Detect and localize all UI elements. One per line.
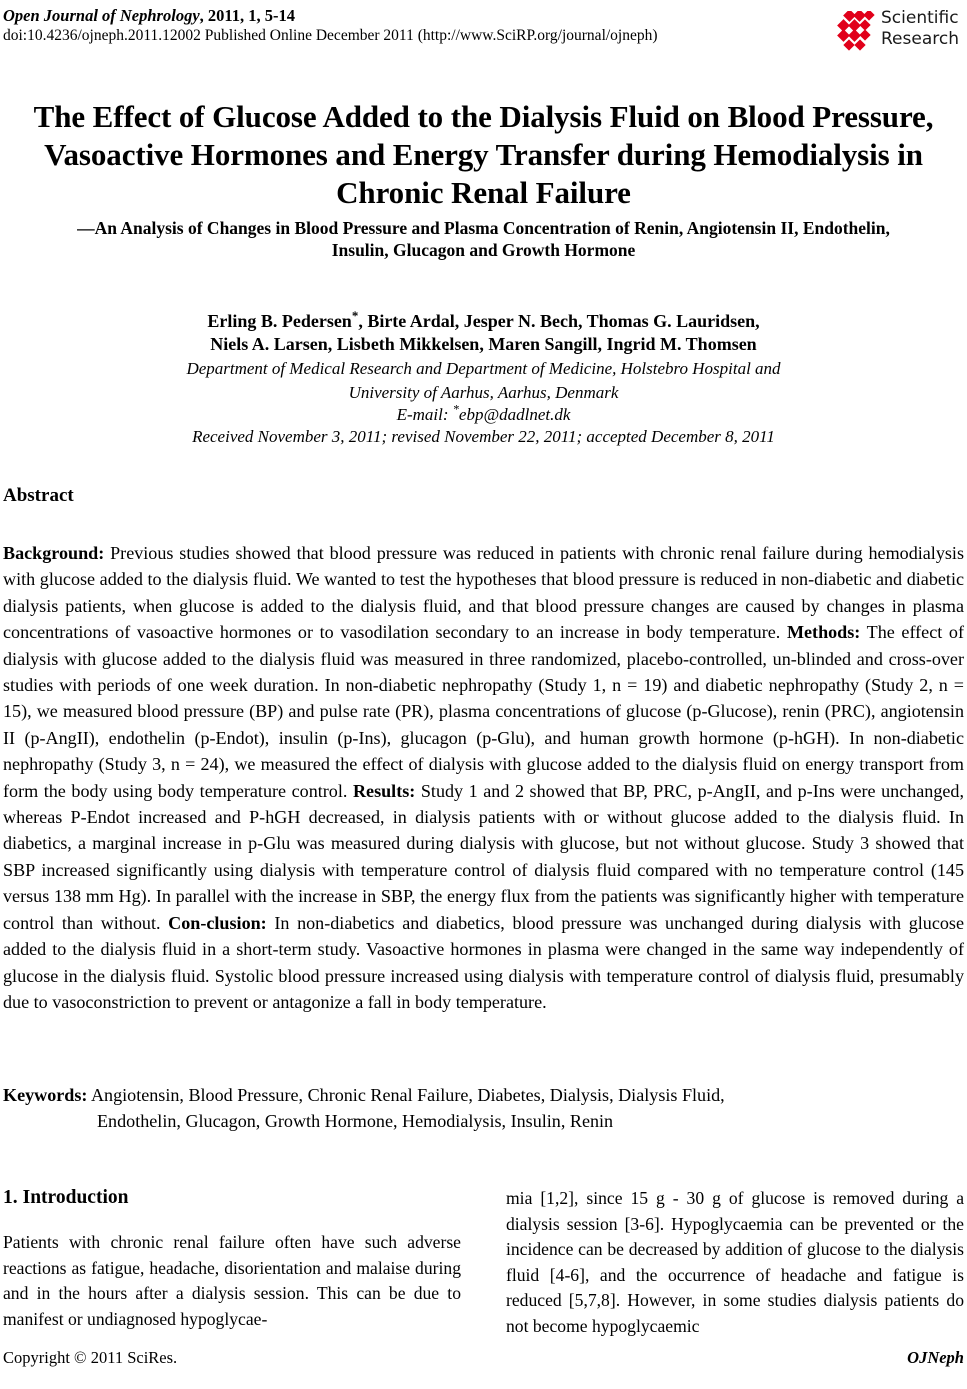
section-title: Introduction bbox=[22, 1187, 129, 1208]
abstract-text-background: Previous studies showed that blood pressure was reduced in patients with chronic renal failure during hemodialysis with glucose added to the dialysis fluid. We wanted to test the hypotheses that blood pressure is reduced in non-diabetic and diabetic dialysis patients, when glucose is added to the dialysis fluid, and that blood pressure changes are caused by changes in plasma concentrations of vasoactive hormones or to vasodilation secondary to an increase in body temperature. bbox=[3, 543, 964, 643]
keywords-label: Keywords: bbox=[3, 1085, 88, 1105]
section-heading-introduction bbox=[3, 1186, 461, 1210]
publisher-name-line2: Research bbox=[881, 29, 959, 49]
copyright-notice: Copyright © 2011 SciRes. bbox=[3, 1348, 178, 1367]
journal-abbreviation: OJNeph bbox=[907, 1348, 964, 1367]
section-number: 1. bbox=[3, 1187, 18, 1208]
keywords-line-1: Angiotensin, Blood Pressure, Chronic Renal Failure, Diabetes, Dialysis, Dialysis Fluid, bbox=[87, 1085, 725, 1105]
abstract-text-methods: The effect of dialysis with glucose added to the dialysis fluid was measured in three randomized, placebo-controlled, un-blinded and cross-over studies with periods of one week duration. In non-diabetic nephropathy (Study 1, n = 19) and diabetic nephropathy (Study 2, n = 15), we measured blood pressure (BP) and pulse rate (PR), plasma concentrations of glucose (p-Glucose), renin (PRC), angiotensin II (p-AngII), endothelin (p-Endot), insulin (p-Ins), glucagon (p-Glu), and human growth hormone (p-hGH). In non-diabetic nephropathy (Study 3, n = 24), we measured the effect of dialysis with glucose added to the dialysis fluid on energy transport from form the body using body temperature control. bbox=[3, 622, 964, 801]
authors-block bbox=[3, 310, 964, 448]
scientific-research-diamond-logo-icon bbox=[836, 11, 878, 51]
author-names-line-2: Niels A. Larsen, Lisbeth Mikkelsen, Maren Sangill, Ingrid M. Thomsen bbox=[210, 334, 757, 354]
keywords-block bbox=[3, 1082, 964, 1135]
page-footer bbox=[3, 1348, 964, 1372]
author-first: Erling B. Pedersen bbox=[207, 311, 352, 331]
abstract-label-background: Background: bbox=[3, 543, 105, 563]
abstract-heading: Abstract bbox=[3, 485, 74, 506]
journal-issue: , 2011, 1, 5-14 bbox=[199, 6, 295, 25]
publisher-logo-text bbox=[881, 8, 959, 50]
affiliation-line-2: University of Aarhus, Aarhus, Denmark bbox=[348, 383, 619, 402]
abstract-label-conclusion: Con-clusion: bbox=[168, 912, 267, 933]
abstract-text-conclusion: In non-diabetics and diabetics, blood pressure was unchanged during dialysis with glucose added to the dialysis fluid in a short-term study. Vasoactive hormones in plasma were changed in the same way independently of glucose in the dialysis fluid. Systolic blood pressure increased using dialysis with temperature control of dialysis fluid, presumably due to vasoconstriction to prevent or antagonize a fall in body temperature. bbox=[3, 912, 964, 1012]
introduction-paragraph-left: Patients with chronic renal failure often have such adverse reactions as fatigue, headache, disorientation and malaise during and in the hours after a dialysis session. This can be due to manifest or undiagnosed hypoglycae- bbox=[3, 1232, 461, 1329]
email-marker: * bbox=[452, 402, 459, 417]
doi-line: doi:10.4236/ojneph.2011.12002 Published Online December 2011 (http://www.SciRP.org/journal/ojneph) bbox=[3, 27, 658, 44]
body-columns bbox=[3, 1186, 964, 1336]
submission-dates: Received November 3, 2011; revised November 22, 2011; accepted December 8, 2011 bbox=[192, 427, 775, 446]
publisher-logo bbox=[836, 8, 964, 54]
keywords-line-2: Endothelin, Glucagon, Growth Hormone, Hemodialysis, Insulin, Renin bbox=[97, 1111, 614, 1132]
abstract-body bbox=[3, 540, 964, 1015]
author-rest-line1: , Birte Ardal, Jesper N. Bech, Thomas G. Lauridsen, bbox=[358, 311, 760, 331]
body-column-right bbox=[506, 1186, 964, 1340]
abstract-text-results: Study 1 and 2 showed that BP, PRC, p-AngII, and p-Ins were unchanged, whereas P-Endot increased and P-hGH decreased, in dialysis patients with or without glucose added to the dialysis fluid. In diabetics, a marginal increase in p-Glu was measured during dialysis with glucose, but not without glucose. Study 3 showed that SBP increased significantly using dialysis with temperature control of dialysis fluid compared with no temperature control (145 versus 138 mm Hg). In parallel with the increase in SBP, the energy flux from the patients was significantly higher with temperature control than without. bbox=[3, 780, 964, 933]
masthead bbox=[3, 6, 964, 56]
title-block bbox=[3, 98, 964, 261]
author-names-line-1 bbox=[3, 310, 964, 333]
email-line bbox=[3, 404, 964, 426]
journal-citation-line bbox=[3, 6, 833, 25]
journal-name: Open Journal of Nephrology bbox=[3, 6, 200, 25]
affiliation-line-1: Department of Medical Research and Department of Medicine, Holstebro Hospital and bbox=[186, 359, 781, 378]
page-subtitle: —An Analysis of Changes in Blood Pressure and Plasma Concentration of Renin, Angiotensin II, Endothelin, Insulin, Glucagon and Growth Hormone bbox=[77, 218, 890, 260]
corresponding-author-marker: * bbox=[351, 308, 359, 323]
publisher-name-line1: Scientific bbox=[881, 8, 959, 28]
body-column-left bbox=[3, 1186, 461, 1332]
abstract-label-results: Results: bbox=[352, 780, 416, 801]
email-address[interactable]: ebp@dadlnet.dk bbox=[458, 405, 571, 424]
page-title: The Effect of Glucose Added to the Dialysis Fluid on Blood Pressure, Vasoactive Hormones and Energy Transfer during Hemodialysis in Chronic Renal Failure bbox=[33, 99, 934, 210]
abstract-label-methods: Methods: bbox=[786, 622, 861, 643]
introduction-paragraph-right: mia [1,2], since 15 g - 30 g of glucose is removed during a dialysis session [3-6]. Hypoglycaemia can be prevented or the incidence can be decreased by addition of glucose to the dialysis fluid [4-6], and the occurrence of headache and fatigue is reduced [5,7,8]. However, in some studies dialysis patients do not become hypoglycaemic bbox=[506, 1188, 964, 1336]
masthead-text bbox=[3, 6, 833, 45]
email-label: E-mail: bbox=[396, 405, 453, 424]
